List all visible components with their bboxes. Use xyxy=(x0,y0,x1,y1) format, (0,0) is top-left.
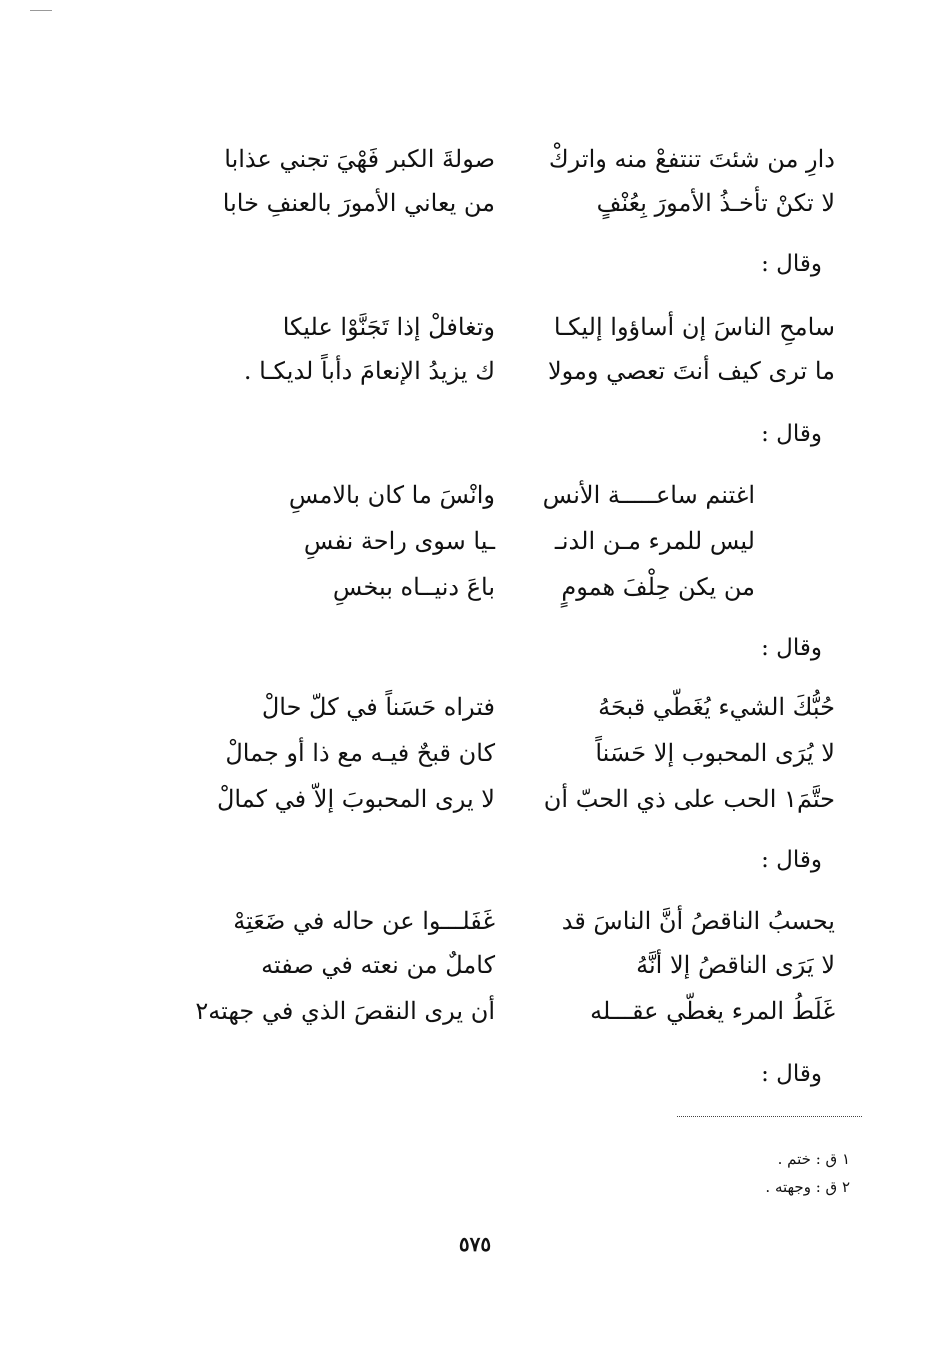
verse-right: لا يُرَى المحبوب إلا حَسَناً xyxy=(595,739,835,767)
poem-heading: وقال : xyxy=(761,635,822,661)
verse-left: ـيا سوى راحة نفسِ xyxy=(303,527,495,555)
verse-right: حتَّمَ١ الحب على ذي الحبّ أن xyxy=(543,785,835,813)
verse-right: ما ترى كيف أنتَ تعصي ومولا xyxy=(547,357,835,385)
page-number: ٥٧٥ xyxy=(458,1232,492,1256)
verse-right: سامحِ الناسَ إن أساؤوا إليكـا xyxy=(553,313,835,341)
verse-right: دارِ من شئتَ تنتفعْ منه واتركْ xyxy=(548,145,835,173)
verse-right: اغتنم ساعـــــة الأنس xyxy=(542,481,755,509)
verse-left: من يعاني الأمورَ بالعنفِ خابا xyxy=(222,189,495,217)
verse-left: غَفَلـــوا عن حاله في ضَعَتِهْ xyxy=(233,907,495,935)
footnote: ١ ق : ختم . xyxy=(777,1150,850,1168)
verse-right: حُبُّكَ الشيء يُغَطّي قبحَهُ xyxy=(598,693,835,721)
footnote-separator xyxy=(677,1116,862,1117)
verse-right: غَلَطُ المرء يغطّي عقـــله xyxy=(590,997,835,1025)
verse-right: من يكن حِلْفَ همومٍ xyxy=(561,573,755,601)
verse-left: لا يرى المحبوبَ إلاّ في كمالْ xyxy=(216,785,495,813)
verse-left: كان قبحٌ فيـه مع ذا أو جمالْ xyxy=(225,739,495,767)
verse-left: كاملٌ من نعته في صفته xyxy=(261,951,495,979)
poem-heading: وقال : xyxy=(761,251,822,277)
footnote: ٢ ق : وجهته . xyxy=(765,1178,850,1196)
verse-left: وتغافلْ إذا تَجَنَّوْا عليكا xyxy=(282,313,495,341)
verse-left: صولةَ الكبر فَهْيَ تجني عذابا xyxy=(224,145,495,173)
verse-right: يحسبُ الناقصُ أنَّ الناسَ قد xyxy=(561,907,835,935)
poem-heading: وقال : xyxy=(761,1061,822,1087)
verse-left: فتراه حَسَناً في كلّ حالْ xyxy=(261,693,495,721)
verse-left: باعَ دنيــاه ببخسِ xyxy=(332,573,495,601)
verse-left: وانْسَ ما كان بالامسِ xyxy=(288,481,495,509)
poem-heading: وقال : xyxy=(761,421,822,447)
verse-left: أن يرى النقصَ الذي في جهته٢ xyxy=(195,997,495,1025)
verse-right: ليس للمرء مـن الدنـ xyxy=(554,527,755,555)
poem-heading: وقال : xyxy=(761,847,822,873)
verse-right: لا يَرَى الناقصُ إلا أنَّهُ xyxy=(636,951,835,979)
margin-mark xyxy=(30,10,52,11)
verse-left: ك يزيدُ الإنعامَ دأباً لديكـا . xyxy=(243,357,495,385)
verse-right: لا تكنْ تأخـذُ الأمورَ بِعُنْفٍ xyxy=(596,189,835,217)
